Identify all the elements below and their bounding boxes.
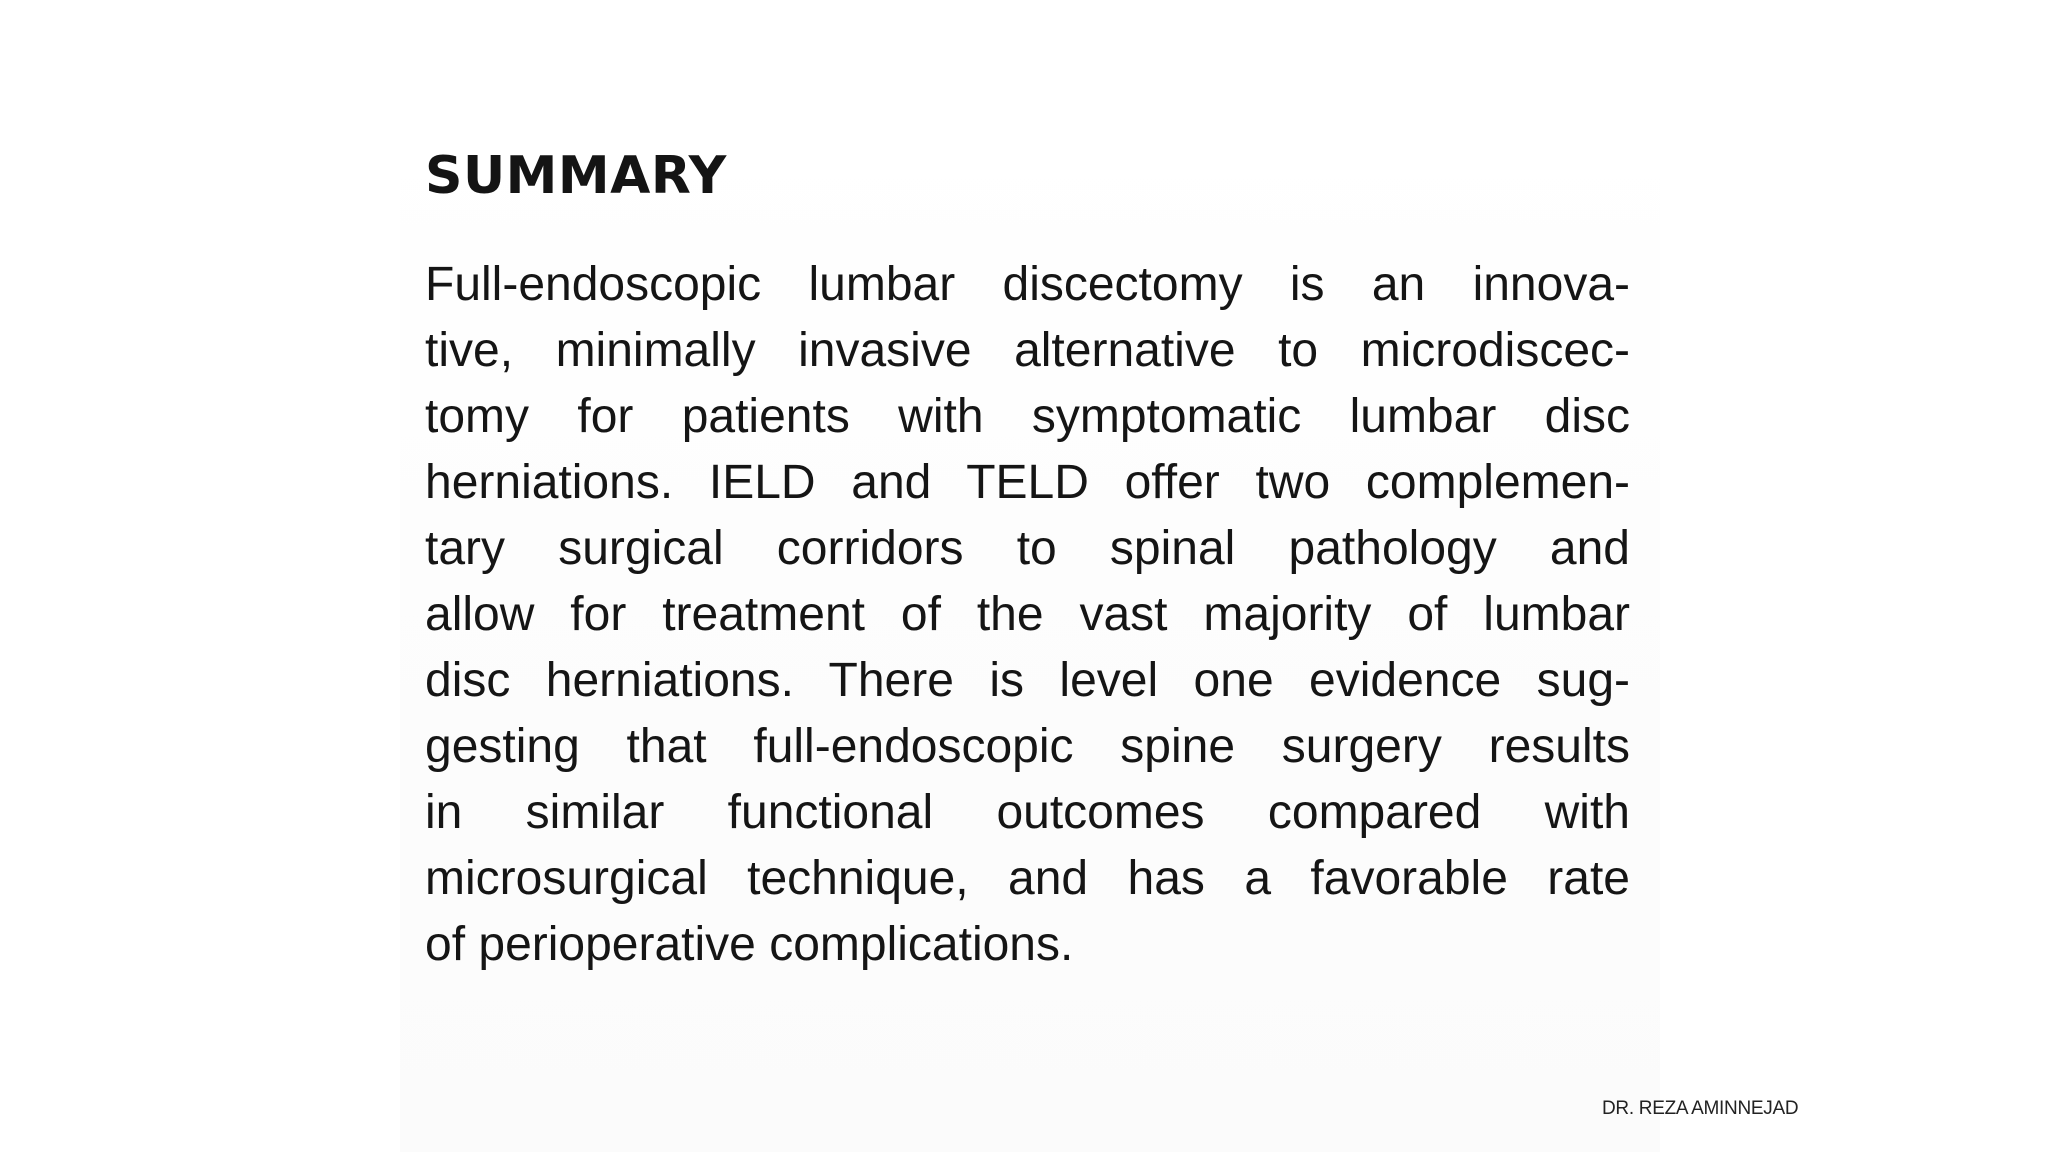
summary-line: allow for treatment of the vast majority of lumbar [425,588,1630,641]
summary-heading: SUMMARY [425,146,727,206]
summary-line: tomy for patients with symptomatic lumbar disc [425,390,1630,443]
summary-line: microsurgical technique, and has a favorable rate [425,852,1630,905]
summary-body [425,252,1630,978]
summary-line-last: of perioperative complications. [425,918,1074,971]
summary-line: gesting that full-endoscopic spine surgery results [425,720,1630,773]
summary-line: tary surgical corridors to spinal pathology and [425,522,1630,575]
summary-line: tive, minimally invasive alternative to microdiscec- [425,324,1630,377]
summary-line: Full-endoscopic lumbar discectomy is an innova- [425,258,1630,311]
summary-line: herniations. IELD and TELD offer two complemen- [425,456,1630,509]
summary-line: disc herniations. There is level one evidence sug- [425,654,1630,707]
summary-line: in similar functional outcomes compared with [425,786,1630,839]
author-credit: DR. REZA AMINNEJAD [1602,1098,1799,1119]
